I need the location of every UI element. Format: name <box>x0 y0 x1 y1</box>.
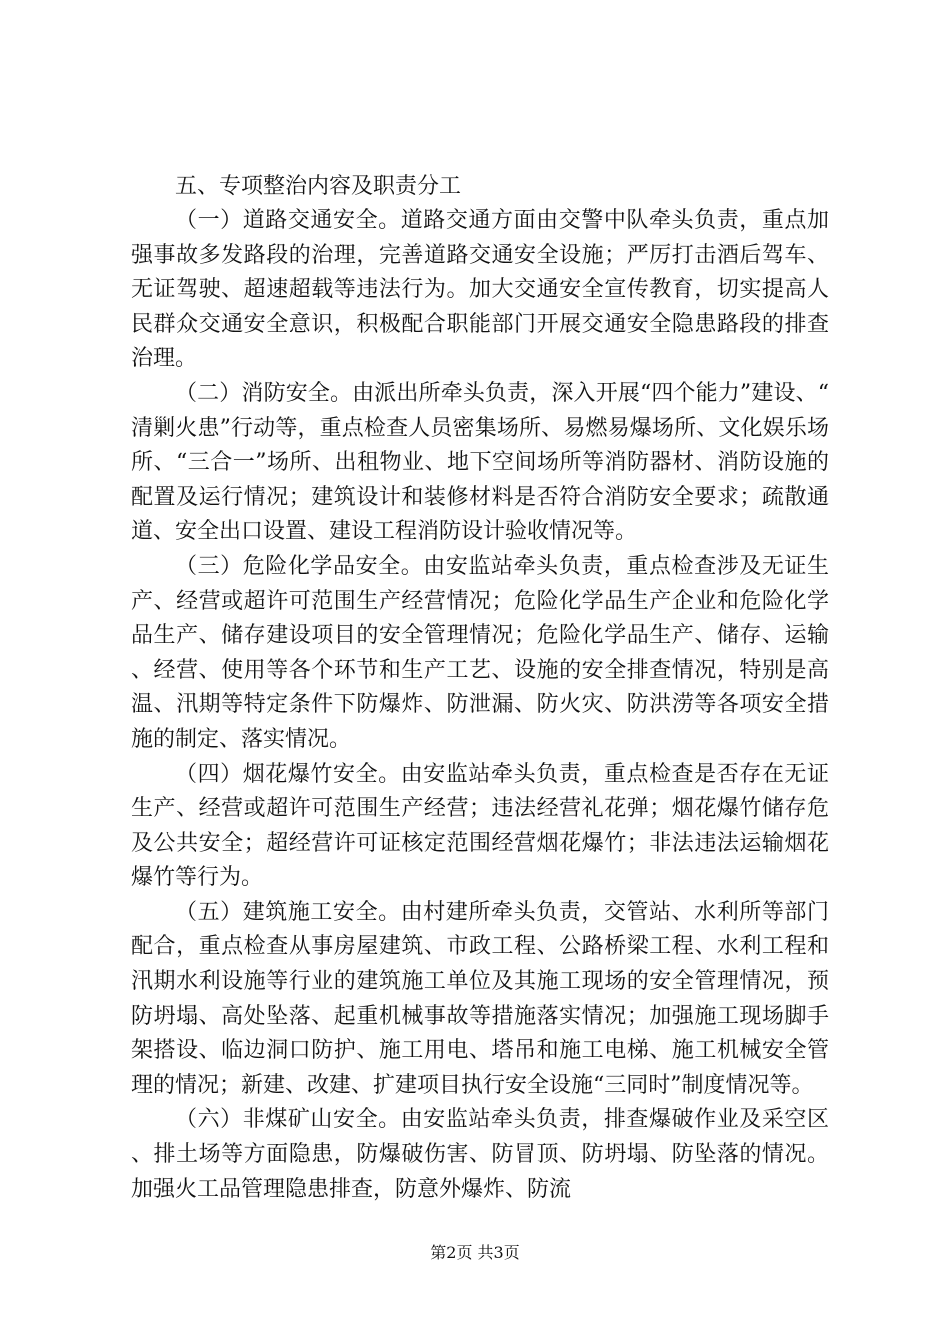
page-number-footer: 第2页 共3页 <box>430 1243 520 1262</box>
paragraph-fireworks: （四）烟花爆竹安全。由安监站牵头负责，重点检查是否存在无证生产、经营或超许可范围生产经营；违法经营礼花弹；烟花爆竹储存危及公共安全；超经营许可证核定范围经营烟花爆竹；非法违法运输烟花爆竹等行为。 <box>131 761 829 891</box>
section-heading: 五、专项整治内容及职责分工 <box>175 174 462 199</box>
paragraph-non-coal-mines: （六）非煤矿山安全。由安监站牵头负责，排查爆破作业及采空区、排土场等方面隐患，防爆破伤害、防冒顶、防坍塌、防坠落的情况。加强火工品管理隐患排查，防意外爆炸、防流 <box>131 1107 829 1202</box>
paragraph-road-traffic: （一）道路交通安全。道路交通方面由交警中队牵头负责，重点加强事故多发路段的治理，完善道路交通安全设施；严厉打击酒后驾车、无证驾驶、超速超载等违法行为。加大交通安全宣传教育，切实提高人民群众交通安全意识，积极配合职能部门开展交通安全隐患路段的排查治理。 <box>131 208 829 372</box>
paragraph-fire-safety: （二）消防安全。由派出所牵头负责，深入开展“四个能力”建设、“清剿火患”行动等，重点检查人员密集场所、易燃易爆场所、文化娱乐场所、“三合一”场所、出租物业、地下空间场所等消防器材、消防设施的配置及运行情况；建筑设计和装修材料是否符合消防安全要求；疏散通道、安全出口设置、建设工程消防设计验收情况等。 <box>131 380 829 545</box>
paragraph-hazardous-chemicals: （三）危险化学品安全。由安监站牵头负责，重点检查涉及无证生产、经营或超许可范围生产经营情况；危险化学品生产企业和危险化学品生产、储存建设项目的安全管理情况；危险化学品生产、储存、运输、经营、使用等各个环节和生产工艺、设施的安全排查情况，特别是高温、汛期等特定条件下防爆炸、防泄漏、防火灾、防洪涝等各项安全措施的制定、落实情况。 <box>131 553 829 752</box>
document-body <box>131 170 829 1207</box>
paragraph-construction: （五）建筑施工安全。由村建所牵头负责，交管站、水利所等部门配合，重点检查从事房屋建筑、市政工程、公路桥梁工程、水利工程和汛期水利设施等行业的建筑施工单位及其施工现场的安全管理情况，预防坍塌、高处坠落、起重机械事故等措施落实情况；加强施工现场脚手架搭设、临边洞口防护、施工用电、塔吊和施工电梯、施工机械安全管理的情况；新建、改建、扩建项目执行安全设施“三同时”制度情况等。 <box>131 899 829 1098</box>
